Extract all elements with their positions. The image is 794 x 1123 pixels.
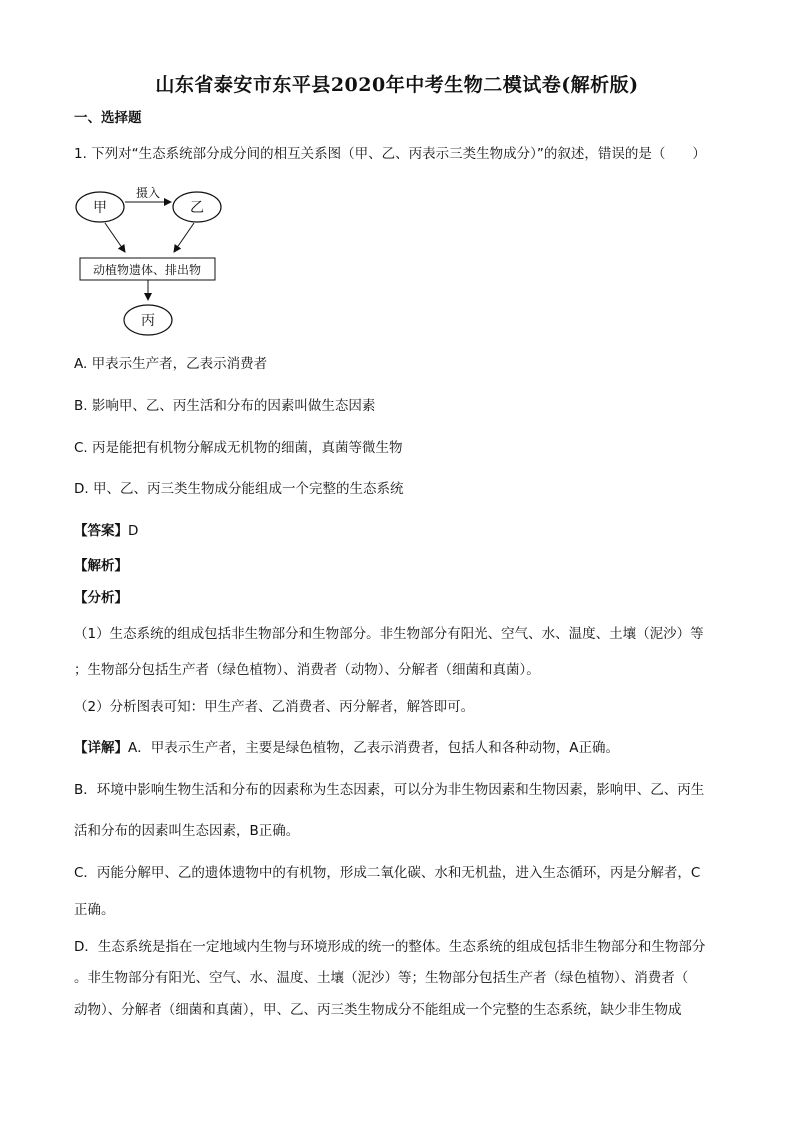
option-a: A. 甲表示生产者，乙表示消费者 (74, 356, 268, 372)
arrow-a-to-box (105, 223, 125, 252)
node-a-label: 甲 (93, 200, 107, 216)
node-c-label: 丙 (141, 313, 155, 329)
option-d: D. 甲、乙、丙三类生物成分能组成一个完整的生态系统 (74, 481, 404, 497)
answer-label: 【答案】 (74, 523, 128, 539)
option-b: B. 影响甲、乙、丙生活和分布的因素叫做生态因素 (74, 398, 376, 414)
arrow-b-to-box (174, 223, 194, 252)
detail-a-line (74, 738, 734, 758)
detail-c-line2: 正确。 (74, 902, 115, 918)
question-stem: 1. 下列对“生态系统部分成分间的相互关系图（甲、乙、丙表示三类生物成分）”的叙述，错误的是（ ） (74, 146, 706, 162)
answer-line (74, 521, 734, 541)
section-heading: 一、选择题 (74, 110, 142, 126)
detail-c-line1: C．丙能分解甲、乙的遗体遗物中的有机物，形成二氧化碳、水和无机盐，进入生态循环，丙是分解者，C (74, 865, 701, 881)
analysis-p1-line2: ；生物部分包括生产者（绿色植物）、消费者（动物）、分解者（细菌和真菌）。 (74, 662, 540, 678)
detail-d-line2: 。非生物部分有阳光、空气、水、温度、土壤（泥沙）等；生物部分包括生产者（绿色植物）、消费者（ (74, 970, 689, 986)
detail-b-line2: 活和分布的因素叫生态因素，B正确。 (74, 823, 300, 839)
analysis-subheading: 【分析】 (74, 590, 128, 606)
detail-label: 【详解】 (74, 740, 128, 756)
node-b-label: 乙 (190, 200, 204, 216)
detail-a: A．甲表示生产者，主要是绿色植物，乙表示消费者，包括人和各种动物，A正确。 (128, 740, 619, 756)
detail-d-line3: 动物）、分解者（细菌和真菌），甲、乙、丙三类生物成分不能组成一个完整的生态系统，缺少非生物成 (74, 1002, 682, 1018)
ecosystem-diagram-svg (70, 180, 260, 340)
analysis-p1-line1: （1）生态系统的组成包括非生物部分和生物部分。非生物部分有阳光、空气、水、温度、土壤（泥沙）等 (74, 626, 704, 642)
arrow-label: 摄入 (135, 186, 161, 200)
analysis-p2: （2）分析图表可知：甲生产者、乙消费者、丙分解者，解答即可。 (74, 699, 475, 715)
detail-b-line1: B．环境中影响生物生活和分布的因素称为生态因素，可以分为非生物因素和生物因素，影响甲、乙、丙生 (74, 782, 705, 798)
detail-d-line1: D．生态系统是指在一定地域内生物与环境形成的统一的整体。生态系统的组成包括非生物部分和生物部分 (74, 939, 706, 955)
remains-box-label: 动植物遗体、排出物 (92, 263, 202, 277)
ecosystem-diagram (70, 180, 260, 340)
option-c: C. 丙是能把有机物分解成无机物的细菌，真菌等微生物 (74, 440, 403, 456)
answer-value: D (128, 523, 139, 539)
analysis-heading: 【解析】 (74, 558, 128, 574)
document-title: 山东省泰安市东平县2020年中考生物二模试卷(解析版) (155, 74, 639, 96)
